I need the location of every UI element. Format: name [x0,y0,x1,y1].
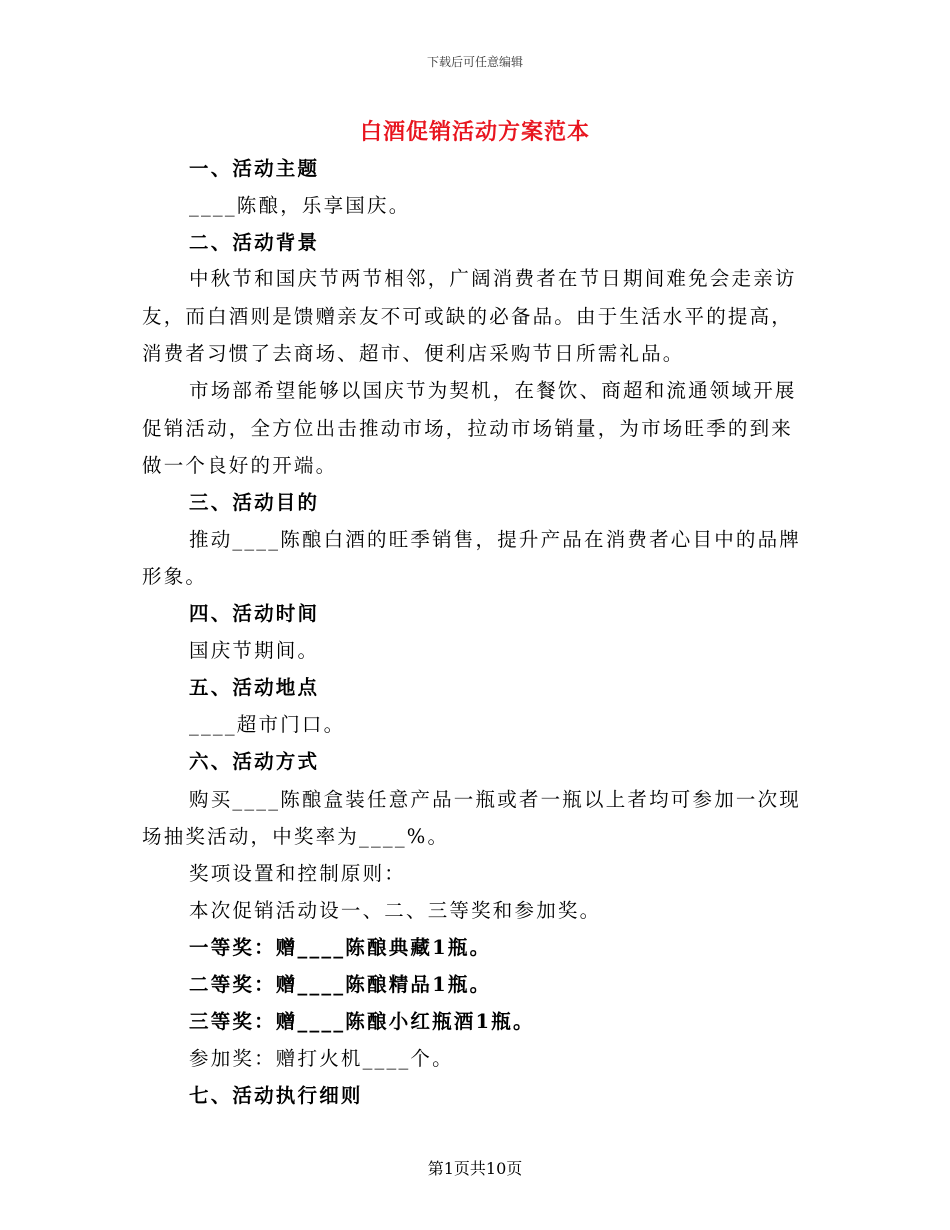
paragraph-line: 奖项设置和控制原则： [189,862,407,885]
page-footer: 第1页共10页 [427,1159,523,1178]
section-heading-time: 四、活动时间 [189,602,320,625]
paragraph-line: 购买____陈酿盒装任意产品一瓶或者一瓶以上者均可参加一次现 [189,788,802,811]
section-heading-execution: 七、活动执行细则 [189,1084,363,1107]
paragraph-line: 消费者习惯了去商场、超市、便利店采购节日所需礼品。 [142,342,685,365]
paragraph-line: ____陈酿，乐享国庆。 [189,194,411,217]
prize-participation: 参加奖：赠打火机____个。 [189,1047,454,1070]
paragraph-line: 友，而白酒则是馈赠亲友不可或缺的必备品。由于生活水平的提高， [142,305,794,328]
prize-third: 三等奖：赠____陈酿小红瓶酒1瓶。 [189,1010,535,1033]
paragraph-line: 促销活动，全方位出击推动市场，拉动市场销量，为市场旺季的到来 [142,417,794,440]
section-heading-location: 五、活动地点 [189,676,320,699]
header-note: 下载后可任意编辑 [426,55,523,69]
section-heading-background: 二、活动背景 [189,231,320,254]
section-heading-goal: 三、活动目的 [189,491,320,514]
prize-second: 二等奖：赠____陈酿精品1瓶。 [189,973,492,996]
paragraph-line: 做一个良好的开端。 [142,454,338,477]
section-heading-method: 六、活动方式 [189,750,320,773]
paragraph-line: 推动____陈酿白酒的旺季销售，提升产品在消费者心目中的品牌 [189,528,802,551]
paragraph-line: 形象。 [142,565,208,588]
paragraph-line: 国庆节期间。 [189,639,320,662]
paragraph-line: 中秋节和国庆节两节相邻，广阔消费者在节日期间难免会走亲访 [189,267,797,290]
section-heading-theme: 一、活动主题 [189,157,320,180]
paragraph-line: 市场部希望能够以国庆节为契机，在餐饮、商超和流通领域开展 [189,379,797,402]
paragraph-line: 本次促销活动设一、二、三等奖和参加奖。 [189,899,602,922]
paragraph-line: ____超市门口。 [189,713,346,736]
paragraph-line: 场抽奖活动，中奖率为____%。 [142,825,450,848]
document-title: 白酒促销活动方案范本 [359,119,590,145]
prize-first: 一等奖：赠____陈酿典藏1瓶。 [189,936,492,959]
